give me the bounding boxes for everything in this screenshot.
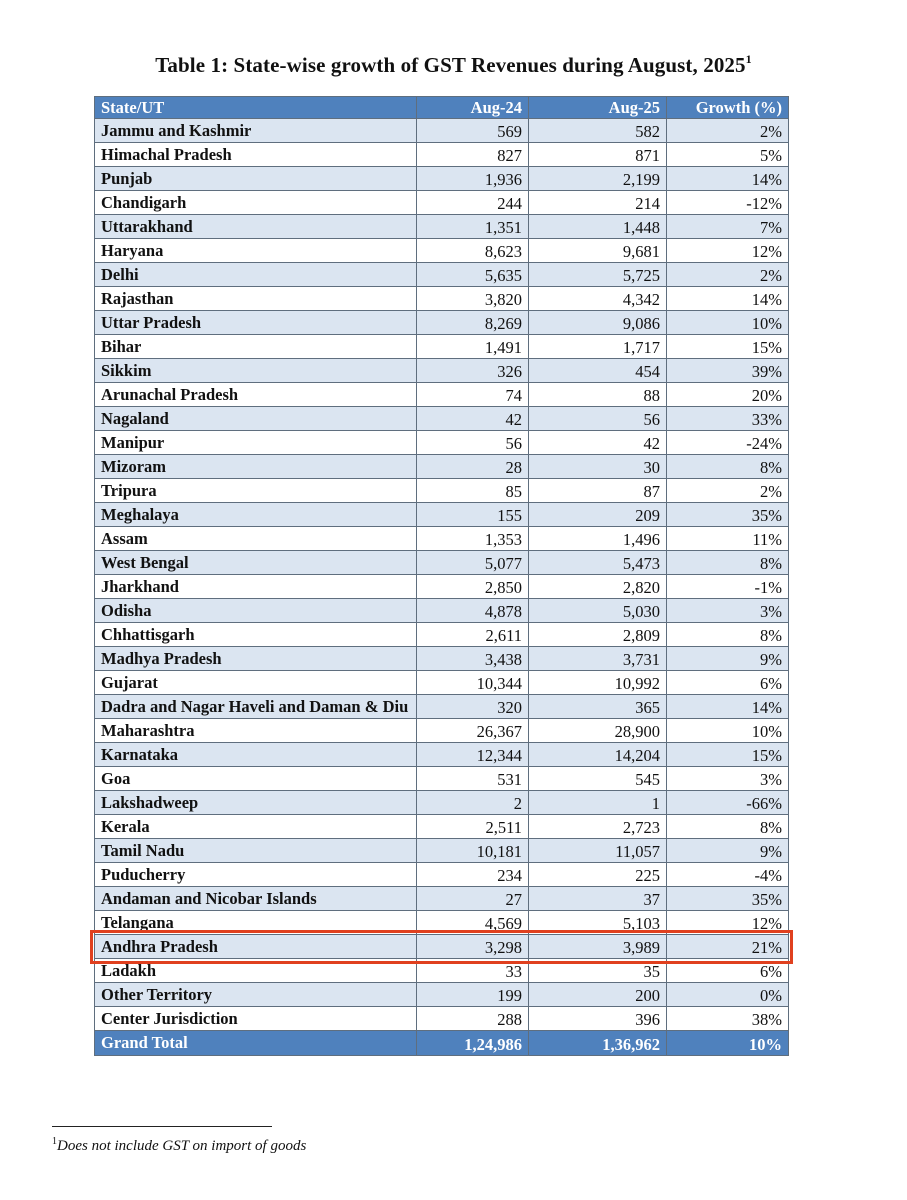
aug-25-cell: 4,342 xyxy=(529,287,667,311)
aug-25-cell: 42 xyxy=(529,431,667,455)
table-row xyxy=(95,791,789,815)
table-row xyxy=(95,311,789,335)
state-cell: Haryana xyxy=(95,239,417,263)
table-title xyxy=(0,52,907,78)
table-row xyxy=(95,671,789,695)
table-row xyxy=(95,503,789,527)
growth-cell: 11% xyxy=(667,527,789,551)
growth-cell: -66% xyxy=(667,791,789,815)
growth-cell: 33% xyxy=(667,407,789,431)
aug-24-cell: 3,820 xyxy=(417,287,529,311)
aug-24-cell: 28 xyxy=(417,455,529,479)
state-cell: Lakshadweep xyxy=(95,791,417,815)
state-cell: Andaman and Nicobar Islands xyxy=(95,887,417,911)
aug-24-cell: 326 xyxy=(417,359,529,383)
gst-revenue-table xyxy=(94,96,789,1056)
table-row xyxy=(95,191,789,215)
aug-25-cell: 396 xyxy=(529,1007,667,1031)
aug-25-cell: 5,030 xyxy=(529,599,667,623)
state-cell: Center Jurisdiction xyxy=(95,1007,417,1031)
aug-25-cell: 582 xyxy=(529,119,667,143)
aug-25-cell: 11,057 xyxy=(529,839,667,863)
growth-cell: 14% xyxy=(667,695,789,719)
table-row xyxy=(95,551,789,575)
aug-25-cell: 2,199 xyxy=(529,167,667,191)
table-row xyxy=(95,215,789,239)
table-row xyxy=(95,935,789,959)
aug-24-cell: 234 xyxy=(417,863,529,887)
state-cell: Nagaland xyxy=(95,407,417,431)
state-cell: Meghalaya xyxy=(95,503,417,527)
growth-cell: 3% xyxy=(667,767,789,791)
aug-24-cell: 1,351 xyxy=(417,215,529,239)
grand-total-growth: 10% xyxy=(667,1031,789,1056)
growth-cell: 6% xyxy=(667,959,789,983)
state-cell: Sikkim xyxy=(95,359,417,383)
growth-cell: 15% xyxy=(667,743,789,767)
state-cell: Madhya Pradesh xyxy=(95,647,417,671)
aug-25-cell: 545 xyxy=(529,767,667,791)
aug-24-cell: 827 xyxy=(417,143,529,167)
table-row xyxy=(95,359,789,383)
table-row xyxy=(95,479,789,503)
table-row xyxy=(95,695,789,719)
aug-24-cell: 288 xyxy=(417,1007,529,1031)
table-row xyxy=(95,767,789,791)
table-row xyxy=(95,911,789,935)
state-cell: Gujarat xyxy=(95,671,417,695)
aug-24-cell: 531 xyxy=(417,767,529,791)
growth-cell: 8% xyxy=(667,455,789,479)
aug-25-cell: 871 xyxy=(529,143,667,167)
aug-24-cell: 33 xyxy=(417,959,529,983)
aug-24-cell: 10,181 xyxy=(417,839,529,863)
table-row xyxy=(95,623,789,647)
aug-24-cell: 5,077 xyxy=(417,551,529,575)
state-cell: West Bengal xyxy=(95,551,417,575)
grand-total-aug-25: 1,36,962 xyxy=(529,1031,667,1056)
aug-25-cell: 1 xyxy=(529,791,667,815)
aug-25-cell: 454 xyxy=(529,359,667,383)
title-footnote-marker: 1 xyxy=(745,52,752,66)
state-cell: Maharashtra xyxy=(95,719,417,743)
growth-cell: -24% xyxy=(667,431,789,455)
aug-24-cell: 1,936 xyxy=(417,167,529,191)
footnote-divider xyxy=(52,1126,272,1127)
table-row xyxy=(95,1007,789,1031)
state-cell: Chhattisgarh xyxy=(95,623,417,647)
column-header-growth: Growth (%) xyxy=(667,97,789,119)
growth-cell: 35% xyxy=(667,887,789,911)
footnote xyxy=(52,1136,306,1155)
state-cell: Delhi xyxy=(95,263,417,287)
table-header-row xyxy=(95,97,789,119)
aug-25-cell: 365 xyxy=(529,695,667,719)
growth-cell: 10% xyxy=(667,311,789,335)
state-cell: Other Territory xyxy=(95,983,417,1007)
state-cell: Odisha xyxy=(95,599,417,623)
aug-25-cell: 1,496 xyxy=(529,527,667,551)
state-cell: Andhra Pradesh xyxy=(95,935,417,959)
grand-total-row xyxy=(95,1031,789,1056)
growth-cell: 0% xyxy=(667,983,789,1007)
growth-cell: 35% xyxy=(667,503,789,527)
aug-25-cell: 87 xyxy=(529,479,667,503)
table-row xyxy=(95,839,789,863)
aug-24-cell: 2,611 xyxy=(417,623,529,647)
aug-25-cell: 9,086 xyxy=(529,311,667,335)
aug-25-cell: 214 xyxy=(529,191,667,215)
footnote-text: Does not include GST on import of goods xyxy=(57,1138,307,1154)
aug-24-cell: 42 xyxy=(417,407,529,431)
table-row xyxy=(95,863,789,887)
aug-25-cell: 200 xyxy=(529,983,667,1007)
aug-25-cell: 88 xyxy=(529,383,667,407)
state-cell: Punjab xyxy=(95,167,417,191)
table-row xyxy=(95,167,789,191)
growth-cell: 2% xyxy=(667,479,789,503)
growth-cell: 8% xyxy=(667,623,789,647)
aug-24-cell: 244 xyxy=(417,191,529,215)
table-row xyxy=(95,527,789,551)
aug-24-cell: 8,269 xyxy=(417,311,529,335)
state-cell: Uttar Pradesh xyxy=(95,311,417,335)
state-cell: Arunachal Pradesh xyxy=(95,383,417,407)
state-cell: Tripura xyxy=(95,479,417,503)
aug-24-cell: 2 xyxy=(417,791,529,815)
growth-cell: 21% xyxy=(667,935,789,959)
table-row xyxy=(95,287,789,311)
aug-24-cell: 4,878 xyxy=(417,599,529,623)
aug-25-cell: 56 xyxy=(529,407,667,431)
table-row xyxy=(95,815,789,839)
state-cell: Assam xyxy=(95,527,417,551)
aug-25-cell: 5,725 xyxy=(529,263,667,287)
growth-cell: 38% xyxy=(667,1007,789,1031)
state-cell: Goa xyxy=(95,767,417,791)
aug-25-cell: 3,989 xyxy=(529,935,667,959)
table-row xyxy=(95,719,789,743)
growth-cell: 20% xyxy=(667,383,789,407)
growth-cell: 12% xyxy=(667,239,789,263)
aug-25-cell: 2,723 xyxy=(529,815,667,839)
aug-25-cell: 14,204 xyxy=(529,743,667,767)
table-row xyxy=(95,407,789,431)
growth-cell: 12% xyxy=(667,911,789,935)
growth-cell: 7% xyxy=(667,215,789,239)
state-cell: Mizoram xyxy=(95,455,417,479)
table-row xyxy=(95,599,789,623)
aug-24-cell: 1,491 xyxy=(417,335,529,359)
aug-24-cell: 56 xyxy=(417,431,529,455)
aug-24-cell: 320 xyxy=(417,695,529,719)
state-cell: Kerala xyxy=(95,815,417,839)
aug-25-cell: 1,717 xyxy=(529,335,667,359)
state-cell: Karnataka xyxy=(95,743,417,767)
growth-cell: 5% xyxy=(667,143,789,167)
growth-cell: 8% xyxy=(667,815,789,839)
table-row xyxy=(95,575,789,599)
aug-24-cell: 85 xyxy=(417,479,529,503)
aug-24-cell: 3,438 xyxy=(417,647,529,671)
table-row xyxy=(95,647,789,671)
aug-24-cell: 10,344 xyxy=(417,671,529,695)
state-cell: Chandigarh xyxy=(95,191,417,215)
growth-cell: 6% xyxy=(667,671,789,695)
aug-24-cell: 2,850 xyxy=(417,575,529,599)
growth-cell: 3% xyxy=(667,599,789,623)
table-row xyxy=(95,743,789,767)
table-row xyxy=(95,335,789,359)
aug-24-cell: 4,569 xyxy=(417,911,529,935)
state-cell: Jammu and Kashmir xyxy=(95,119,417,143)
table-row xyxy=(95,263,789,287)
aug-25-cell: 30 xyxy=(529,455,667,479)
aug-25-cell: 1,448 xyxy=(529,215,667,239)
aug-25-cell: 209 xyxy=(529,503,667,527)
aug-25-cell: 225 xyxy=(529,863,667,887)
aug-25-cell: 9,681 xyxy=(529,239,667,263)
table-row xyxy=(95,887,789,911)
state-cell: Rajasthan xyxy=(95,287,417,311)
aug-25-cell: 5,473 xyxy=(529,551,667,575)
growth-cell: 10% xyxy=(667,719,789,743)
table-row xyxy=(95,983,789,1007)
aug-25-cell: 37 xyxy=(529,887,667,911)
table-row xyxy=(95,119,789,143)
aug-24-cell: 27 xyxy=(417,887,529,911)
aug-24-cell: 155 xyxy=(417,503,529,527)
state-cell: Puducherry xyxy=(95,863,417,887)
aug-25-cell: 35 xyxy=(529,959,667,983)
aug-25-cell: 10,992 xyxy=(529,671,667,695)
grand-total-aug-24: 1,24,986 xyxy=(417,1031,529,1056)
aug-25-cell: 28,900 xyxy=(529,719,667,743)
growth-cell: 2% xyxy=(667,263,789,287)
state-cell: Jharkhand xyxy=(95,575,417,599)
aug-25-cell: 3,731 xyxy=(529,647,667,671)
growth-cell: 2% xyxy=(667,119,789,143)
aug-24-cell: 3,298 xyxy=(417,935,529,959)
grand-total-label: Grand Total xyxy=(95,1031,417,1056)
aug-24-cell: 1,353 xyxy=(417,527,529,551)
growth-cell: 15% xyxy=(667,335,789,359)
footnote-marker: 1 xyxy=(52,1136,57,1147)
table-row xyxy=(95,455,789,479)
state-cell: Ladakh xyxy=(95,959,417,983)
state-cell: Himachal Pradesh xyxy=(95,143,417,167)
column-header-state: State/UT xyxy=(95,97,417,119)
state-cell: Bihar xyxy=(95,335,417,359)
aug-24-cell: 569 xyxy=(417,119,529,143)
growth-cell: -12% xyxy=(667,191,789,215)
table-title-text: Table 1: State-wise growth of GST Revenues during August, 2025 xyxy=(155,53,746,77)
aug-24-cell: 26,367 xyxy=(417,719,529,743)
aug-24-cell: 2,511 xyxy=(417,815,529,839)
aug-24-cell: 8,623 xyxy=(417,239,529,263)
state-cell: Dadra and Nagar Haveli and Daman & Diu xyxy=(95,695,417,719)
table-row xyxy=(95,959,789,983)
table-row xyxy=(95,143,789,167)
state-cell: Telangana xyxy=(95,911,417,935)
growth-cell: -1% xyxy=(667,575,789,599)
aug-24-cell: 5,635 xyxy=(417,263,529,287)
column-header-aug-24: Aug-24 xyxy=(417,97,529,119)
state-cell: Uttarakhand xyxy=(95,215,417,239)
column-header-aug-25: Aug-25 xyxy=(529,97,667,119)
aug-25-cell: 2,820 xyxy=(529,575,667,599)
table-row xyxy=(95,431,789,455)
aug-24-cell: 12,344 xyxy=(417,743,529,767)
aug-24-cell: 199 xyxy=(417,983,529,1007)
state-cell: Tamil Nadu xyxy=(95,839,417,863)
table-row xyxy=(95,239,789,263)
table-row xyxy=(95,383,789,407)
growth-cell: 39% xyxy=(667,359,789,383)
table-body xyxy=(95,119,789,1031)
growth-cell: -4% xyxy=(667,863,789,887)
aug-24-cell: 74 xyxy=(417,383,529,407)
growth-cell: 14% xyxy=(667,167,789,191)
aug-25-cell: 5,103 xyxy=(529,911,667,935)
growth-cell: 9% xyxy=(667,839,789,863)
aug-25-cell: 2,809 xyxy=(529,623,667,647)
state-cell: Manipur xyxy=(95,431,417,455)
growth-cell: 9% xyxy=(667,647,789,671)
growth-cell: 14% xyxy=(667,287,789,311)
growth-cell: 8% xyxy=(667,551,789,575)
